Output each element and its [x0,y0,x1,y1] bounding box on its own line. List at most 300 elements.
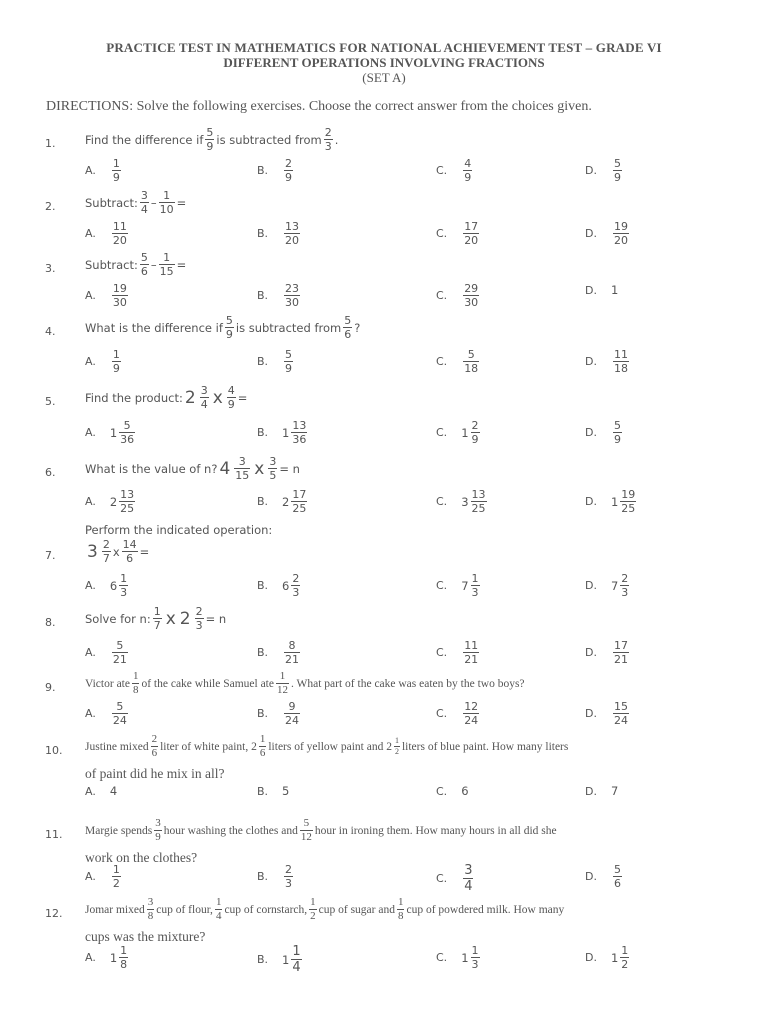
text-run: 3 [461,494,469,509]
math-symbol: 2 [184,387,196,408]
denominator: 9 [613,171,621,184]
text-run: hour in ironing them. How many hours in all did she [314,824,557,837]
denominator: 5 [269,469,277,482]
numerator: 12 [464,700,479,713]
numerator: 1 [397,896,404,908]
numerator: 17 [464,220,479,233]
answer-option[interactable] [436,420,482,445]
numerator: 5 [613,157,621,170]
numerator: 1 [292,944,301,959]
question-stem [85,127,338,152]
numerator: 9 [288,700,296,713]
answer-option[interactable] [257,349,295,374]
text-run: = n [205,611,227,626]
denominator: 15 [159,265,174,278]
answer-option[interactable] [585,701,631,726]
answer-option[interactable] [436,945,482,970]
option-letter: B. [257,355,269,368]
question-stem [85,315,360,340]
question-stem [85,385,247,410]
numerator: 5 [285,348,293,361]
numerator: 2 [102,538,110,551]
fraction [291,489,307,514]
numerator: 3 [269,455,277,468]
option-letter: C. [436,784,448,798]
denominator: 9 [285,362,293,375]
numerator: 2 [195,605,203,618]
denominator: 9 [285,171,293,184]
answer-option[interactable] [257,945,304,974]
text-run: hour washing the clothes and [163,824,298,837]
answer-option[interactable] [85,640,130,665]
text-run: cup of flour, [156,903,213,916]
denominator: 9 [112,362,120,375]
denominator: 3 [621,586,629,599]
numerator: 13 [285,220,300,233]
fraction [284,349,293,374]
title-line-2: DIFFERENT OPERATIONS INVOLVING FRACTIONS [223,55,545,70]
answer-option[interactable] [257,701,302,726]
numerator: 1 [279,670,286,682]
option-value [110,701,130,726]
denominator: 20 [613,234,628,247]
fraction [620,945,629,970]
answer-option[interactable] [436,221,481,246]
option-letter: A. [85,164,96,177]
fraction [291,945,301,974]
text-run: 7 [610,784,619,798]
answer-option[interactable] [257,864,295,889]
denominator: 25 [292,502,307,515]
option-value [110,489,137,514]
answer-option[interactable] [585,158,624,183]
option-letter: A. [85,707,96,720]
option-value [282,349,295,374]
denominator: 4 [200,398,208,411]
option-value [611,864,624,889]
answer-option[interactable] [257,573,302,598]
fraction [309,897,317,922]
answer-option[interactable] [85,283,130,308]
numerator: 5 [613,419,621,432]
fraction [463,221,479,246]
text-run: liter of white paint, 2 [160,740,257,753]
option-value [461,784,468,798]
fraction [613,221,629,246]
text-run: 1 [610,283,619,297]
answer-option[interactable] [257,221,302,246]
title-line-1: PRACTICE TEST IN MATHEMATICS FOR NATIONAL ACHIEVEMENT TEST – GRADE VI [106,40,662,55]
option-value [110,640,130,665]
numerator: 5 [303,817,310,829]
fraction [284,158,293,183]
denominator: 24 [112,714,127,727]
question-number: 10. [45,744,63,757]
option-value [461,349,481,374]
option-value [611,349,631,374]
denominator: 9 [613,433,621,446]
fraction [234,456,250,481]
answer-option[interactable] [585,573,631,598]
option-letter: C. [436,579,448,592]
answer-option[interactable] [585,420,624,445]
answer-option[interactable] [85,784,117,798]
option-value [461,158,474,183]
answer-option[interactable] [436,640,481,665]
fraction [112,640,128,665]
question-stem [85,671,525,696]
option-value [461,221,481,246]
numerator: 5 [344,314,352,327]
denominator: 15 [235,469,250,482]
answer-option[interactable] [85,349,123,374]
question-number: 5. [45,395,56,408]
fraction [112,349,121,374]
text-run: 6 [461,784,469,798]
denominator: 9 [471,433,479,446]
denominator: 8 [120,958,128,971]
answer-option[interactable] [85,573,130,598]
answer-option[interactable] [257,158,295,183]
denominator: 6 [613,877,621,890]
answer-option[interactable] [257,283,302,308]
option-value [461,420,481,445]
numerator: 5 [140,251,148,264]
numerator: 1 [120,572,128,585]
fraction [284,283,300,308]
denominator: 4 [215,910,222,922]
math-symbol: 2 [179,608,191,629]
denominator: 9 [464,171,472,184]
answer-option[interactable] [436,573,482,598]
numerator: 5 [206,126,214,139]
option-letter: B. [257,426,269,439]
fraction [343,315,352,340]
text-run: Victor ate [85,677,130,690]
fraction [471,573,480,598]
numerator: 4 [227,384,235,397]
answer-option[interactable] [436,283,481,308]
option-letter: B. [257,707,269,720]
option-letter: D. [585,707,597,720]
denominator: 9 [225,328,233,341]
fraction [471,945,480,970]
fraction [613,349,629,374]
option-value [110,784,117,798]
text-run: 4 [109,784,118,798]
denominator: 25 [621,502,636,515]
denominator: 12 [276,684,288,696]
text-run: – [150,195,157,210]
answer-option[interactable] [436,864,475,893]
math-symbol: x [165,608,176,629]
answer-option[interactable] [585,945,631,970]
denominator: 18 [464,362,479,375]
question-number: 9. [45,681,56,694]
denominator: 6 [126,552,134,565]
denominator: 18 [613,362,628,375]
answer-option[interactable] [585,784,618,798]
option-value [461,489,488,514]
denominator: 25 [471,502,486,515]
fraction [112,864,121,889]
numerator: 1 [153,605,161,618]
answer-option[interactable] [257,420,309,445]
option-letter: C. [436,646,448,659]
denominator: 9 [206,140,214,153]
numerator: 13 [120,488,135,501]
option-value [110,945,130,970]
option-value [611,701,631,726]
text-run: Jomar mixed [85,903,145,916]
question-stem-line-2: of paint did he mix in all? [85,766,225,781]
denominator: 3 [120,586,128,599]
option-value [110,420,137,445]
answer-option[interactable] [585,283,618,297]
fraction [147,897,155,922]
fraction [153,606,162,631]
numerator: 1 [120,944,128,957]
denominator: 7 [153,619,161,632]
fraction [215,897,223,922]
question-number: 8. [45,616,56,629]
denominator: 2 [621,958,629,971]
denominator: 8 [147,910,154,922]
answer-option[interactable] [436,158,474,183]
option-value [461,945,481,970]
denominator: 3 [292,586,300,599]
option-value [611,158,624,183]
text-run: liters of blue paint. How many liters [401,740,569,753]
option-letter: C. [436,227,448,240]
option-value [611,221,631,246]
numerator: 5 [467,348,475,361]
denominator: 21 [112,653,127,666]
question-stem [85,818,557,843]
section-note: Perform the indicated operation: [85,523,273,537]
numerator: 15 [613,700,628,713]
denominator: 24 [285,714,300,727]
denominator: 2 [112,877,120,890]
numerator: 17 [613,639,628,652]
denominator: 3 [195,619,203,632]
fraction [205,127,214,152]
answer-option[interactable] [585,349,631,374]
denominator: 6 [151,747,158,759]
option-letter: C. [436,707,448,720]
denominator: 36 [120,433,135,446]
option-letter: C. [436,951,448,964]
option-value [461,864,475,893]
fraction [613,701,629,726]
numerator: 1 [471,572,479,585]
question-number: 1. [45,137,56,150]
numerator: 1 [471,944,479,957]
option-value [611,420,624,445]
text-run: 5 [282,784,290,798]
answer-option[interactable] [585,864,624,889]
option-value [282,221,302,246]
denominator: 8 [132,684,139,696]
option-letter: B. [257,579,269,592]
denominator: 10 [159,203,174,216]
answer-option[interactable] [436,349,481,374]
question-number: 6. [45,466,56,479]
fraction [122,539,138,564]
numerator: 11 [112,220,127,233]
option-value [611,573,631,598]
answer-option[interactable] [85,158,123,183]
numerator: 3 [238,455,246,468]
denominator: 36 [292,433,307,446]
option-letter: A. [85,227,96,240]
text-run: 1 [461,425,469,440]
answer-option[interactable] [436,489,489,514]
text-run: = [139,544,150,559]
text-run: is subtracted from [235,320,342,335]
fraction [471,420,480,445]
fraction [112,158,121,183]
option-letter: C. [436,426,448,439]
answer-option[interactable] [585,221,631,246]
text-run: 2 [109,494,118,509]
fraction [119,573,128,598]
question-stem [85,456,300,481]
answer-option[interactable] [257,489,309,514]
option-letter: B. [257,495,269,508]
answer-option[interactable] [257,784,289,798]
denominator: 7 [102,552,110,565]
answer-option[interactable] [436,701,481,726]
option-value [110,221,130,246]
numerator: 13 [292,419,307,432]
numerator: 1 [259,733,266,745]
answer-option[interactable] [85,701,130,726]
text-run: = [237,390,248,405]
option-letter: B. [257,784,269,798]
text-run: 1 [109,425,118,440]
numerator: 2 [151,733,158,745]
text-run: 1 [282,952,290,967]
text-run: cup of sugar and [318,903,395,916]
fraction [154,818,162,843]
answer-option[interactable] [257,640,302,665]
denominator: 6 [140,265,148,278]
fraction [268,456,277,481]
denominator: 9 [155,831,161,843]
text-run: What is the difference if [85,320,223,335]
text-run: Subtract: [85,195,138,210]
option-value [611,489,638,514]
answer-option[interactable] [85,864,123,889]
numerator: 1 [621,944,629,957]
fraction [119,420,135,445]
answer-option[interactable] [436,784,469,798]
option-value [461,640,481,665]
fraction [112,221,128,246]
question-stem [85,897,564,922]
text-run: 7 [610,578,619,593]
text-run: liters of yellow paint and 2 [268,740,392,753]
numerator: 1 [215,896,222,908]
option-value [611,640,631,665]
directions: DIRECTIONS: Solve the following exercises. Choose the correct answer from the choices given. [46,99,592,114]
fraction [119,945,128,970]
fraction [119,489,135,514]
text-run: = [176,257,187,272]
answer-option[interactable] [85,420,137,445]
option-letter: A. [85,951,96,964]
option-letter: A. [85,784,96,798]
answer-option[interactable] [85,221,130,246]
answer-option[interactable] [585,489,638,514]
option-letter: D. [585,495,597,508]
question-stem-line-2: work on the clothes? [85,850,198,865]
fraction [284,221,300,246]
answer-option[interactable] [585,640,631,665]
numerator: 2 [621,572,629,585]
denominator: 4 [464,879,473,894]
denominator: 3 [285,877,293,890]
math-symbol: x [212,387,223,408]
denominator: 21 [613,653,628,666]
numerator: 17 [292,488,307,501]
numerator: 3 [155,817,161,829]
text-run: x [112,544,120,559]
numerator: 11 [464,639,479,652]
fraction [151,734,159,759]
text-run: . What part of the cake was eaten by the two boys? [290,677,525,690]
option-letter: B. [257,164,269,177]
fraction [620,489,636,514]
fraction [140,252,149,277]
denominator: 24 [464,714,479,727]
denominator: 6 [344,328,352,341]
denominator: 30 [464,296,479,309]
option-value [611,283,618,297]
answer-option[interactable] [85,489,137,514]
numerator: 29 [464,282,479,295]
fraction [324,127,333,152]
question-number: 12. [45,907,63,920]
fraction [140,190,149,215]
option-letter: D. [585,784,597,798]
text-run: 1 [610,950,619,965]
option-value [282,640,302,665]
option-value [282,784,289,798]
answer-option[interactable] [85,945,130,970]
numerator: 3 [200,384,208,397]
fraction [613,158,622,183]
numerator: 1 [112,348,120,361]
option-value [282,945,304,974]
denominator: 3 [324,140,332,153]
fraction [227,385,236,410]
denominator: 20 [112,234,127,247]
option-letter: A. [85,355,96,368]
fraction [132,671,140,696]
text-run: of the cake while Samuel ate [141,677,274,690]
fraction [291,420,307,445]
question-stem [85,252,186,277]
option-letter: D. [585,870,597,883]
option-letter: C. [436,872,448,885]
fraction [300,818,313,843]
option-value [611,945,631,970]
question-number: 3. [45,262,56,275]
fraction [620,573,629,598]
numerator: 14 [122,538,137,551]
